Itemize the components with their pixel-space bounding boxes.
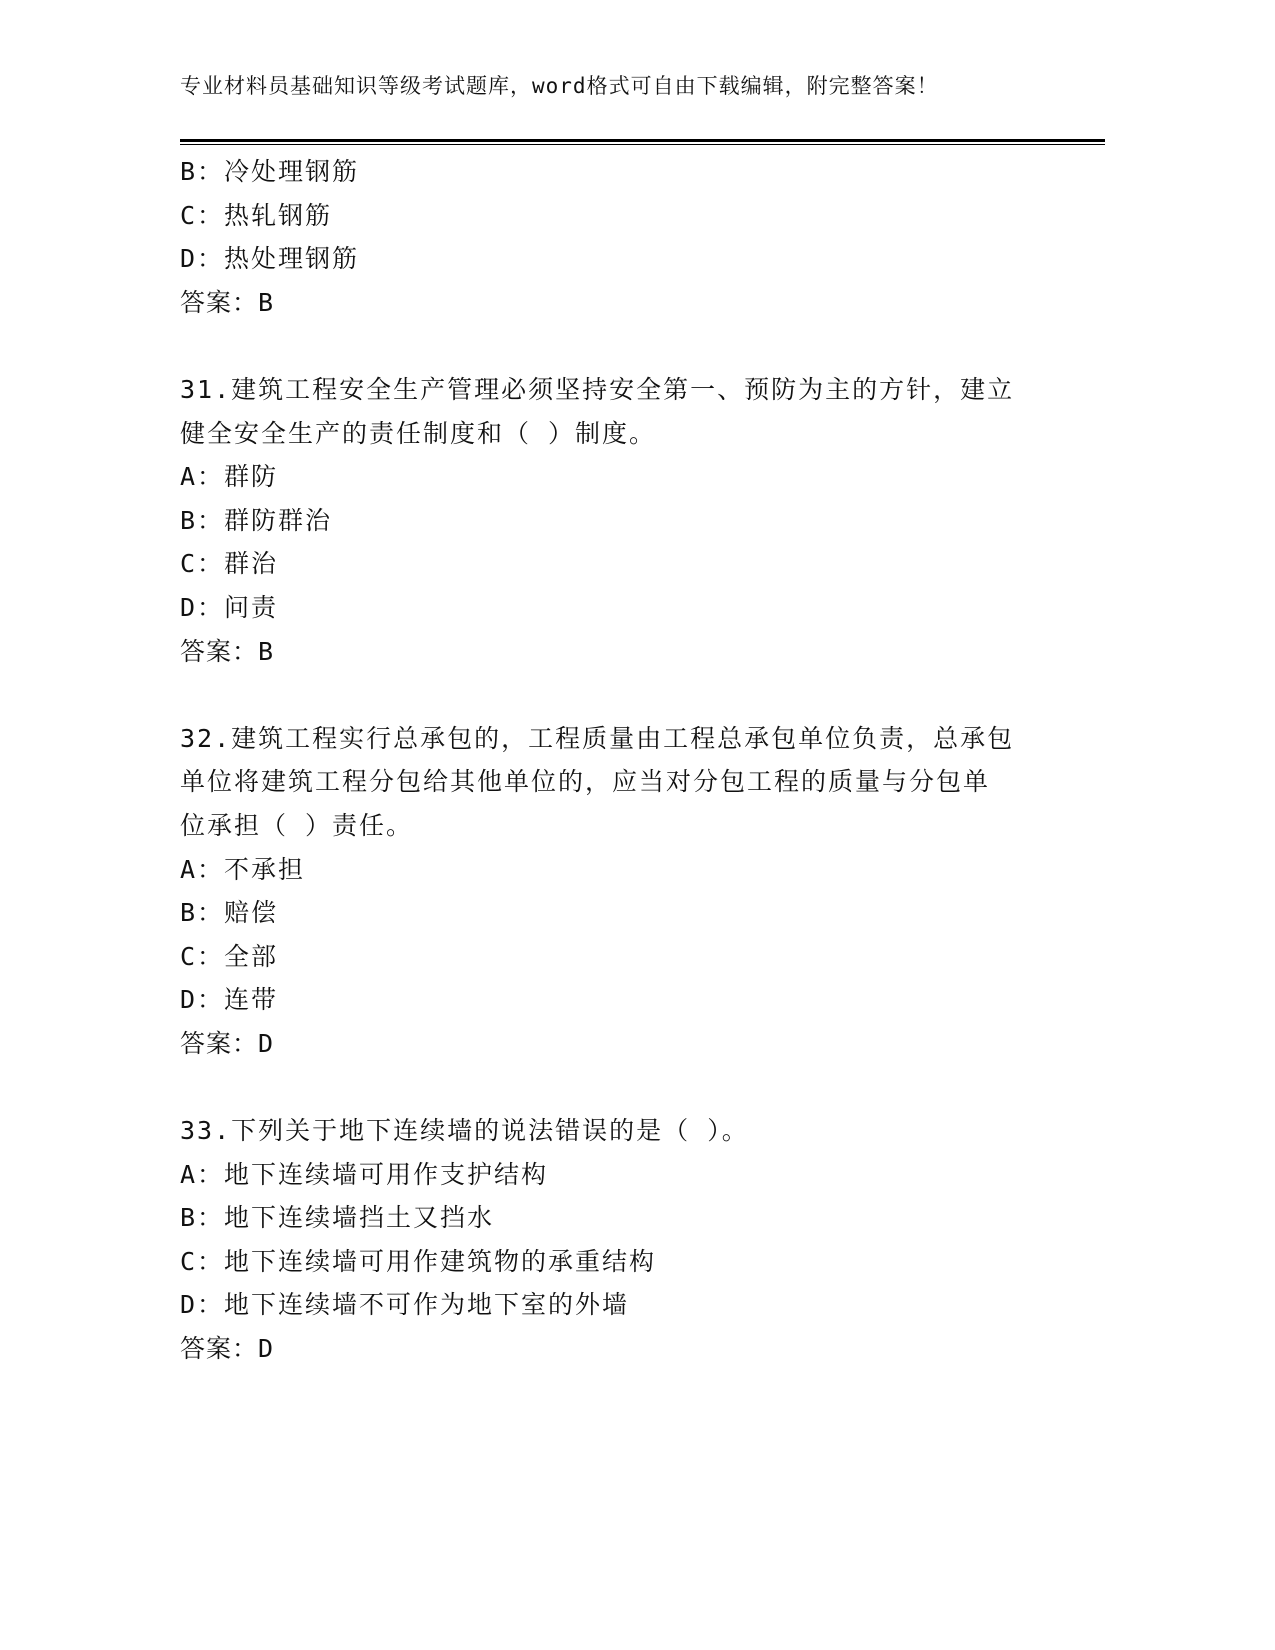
option-a: A：不承担 <box>180 854 306 884</box>
option-a: A：群防 <box>180 462 279 492</box>
header-rule-thick <box>180 139 1105 142</box>
question-text: 健全安全生产的责任制度和（ ）制度。 <box>180 418 657 448</box>
answer-line: 答案：B <box>180 636 275 666</box>
option-c: C：全部 <box>180 941 279 971</box>
block-gap <box>180 1065 1080 1109</box>
question-block <box>180 368 1080 673</box>
question-block <box>180 150 1080 324</box>
block-gap <box>180 324 1080 368</box>
option-d: D：地下连续墙不可作为地下室的外墙 <box>180 1290 630 1320</box>
option-d: D：连带 <box>180 985 279 1015</box>
question-text: 31.建筑工程安全生产管理必须坚持安全第一、预防为主的方针，建立 <box>180 374 1015 404</box>
option-d: D：热处理钢筋 <box>180 244 360 274</box>
answer-line: 答案：D <box>180 1334 275 1364</box>
option-c: C：群治 <box>180 549 279 579</box>
option-c: C：地下连续墙可用作建筑物的承重结构 <box>180 1246 657 1276</box>
option-b: B：赔偿 <box>180 898 279 928</box>
question-block <box>180 1109 1080 1371</box>
block-gap <box>180 673 1080 717</box>
option-d: D：问责 <box>180 592 279 622</box>
page-header: 专业材料员基础知识等级考试题库，word格式可自由下载编辑，附完整答案！ <box>180 74 939 98</box>
question-content <box>180 150 1080 1371</box>
option-b: B：地下连续墙挡土又挡水 <box>180 1203 495 1233</box>
question-text: 位承担（ ）责任。 <box>180 810 414 840</box>
answer-line: 答案：B <box>180 287 275 317</box>
header-rule-thin <box>180 144 1105 145</box>
option-b: B：冷处理钢筋 <box>180 157 360 186</box>
question-text: 32.建筑工程实行总承包的，工程质量由工程总承包单位负责，总承包 <box>180 723 1015 753</box>
question-block <box>180 717 1080 1066</box>
option-a: A：地下连续墙可用作支护结构 <box>180 1159 549 1189</box>
answer-line: 答案：D <box>180 1028 275 1058</box>
question-text: 单位将建筑工程分包给其他单位的，应当对分包工程的质量与分包单 <box>180 767 991 797</box>
option-c: C：热轧钢筋 <box>180 200 333 230</box>
question-text: 33.下列关于地下连续墙的说法错误的是（ ）。 <box>180 1116 749 1146</box>
option-b: B：群防群治 <box>180 505 333 535</box>
